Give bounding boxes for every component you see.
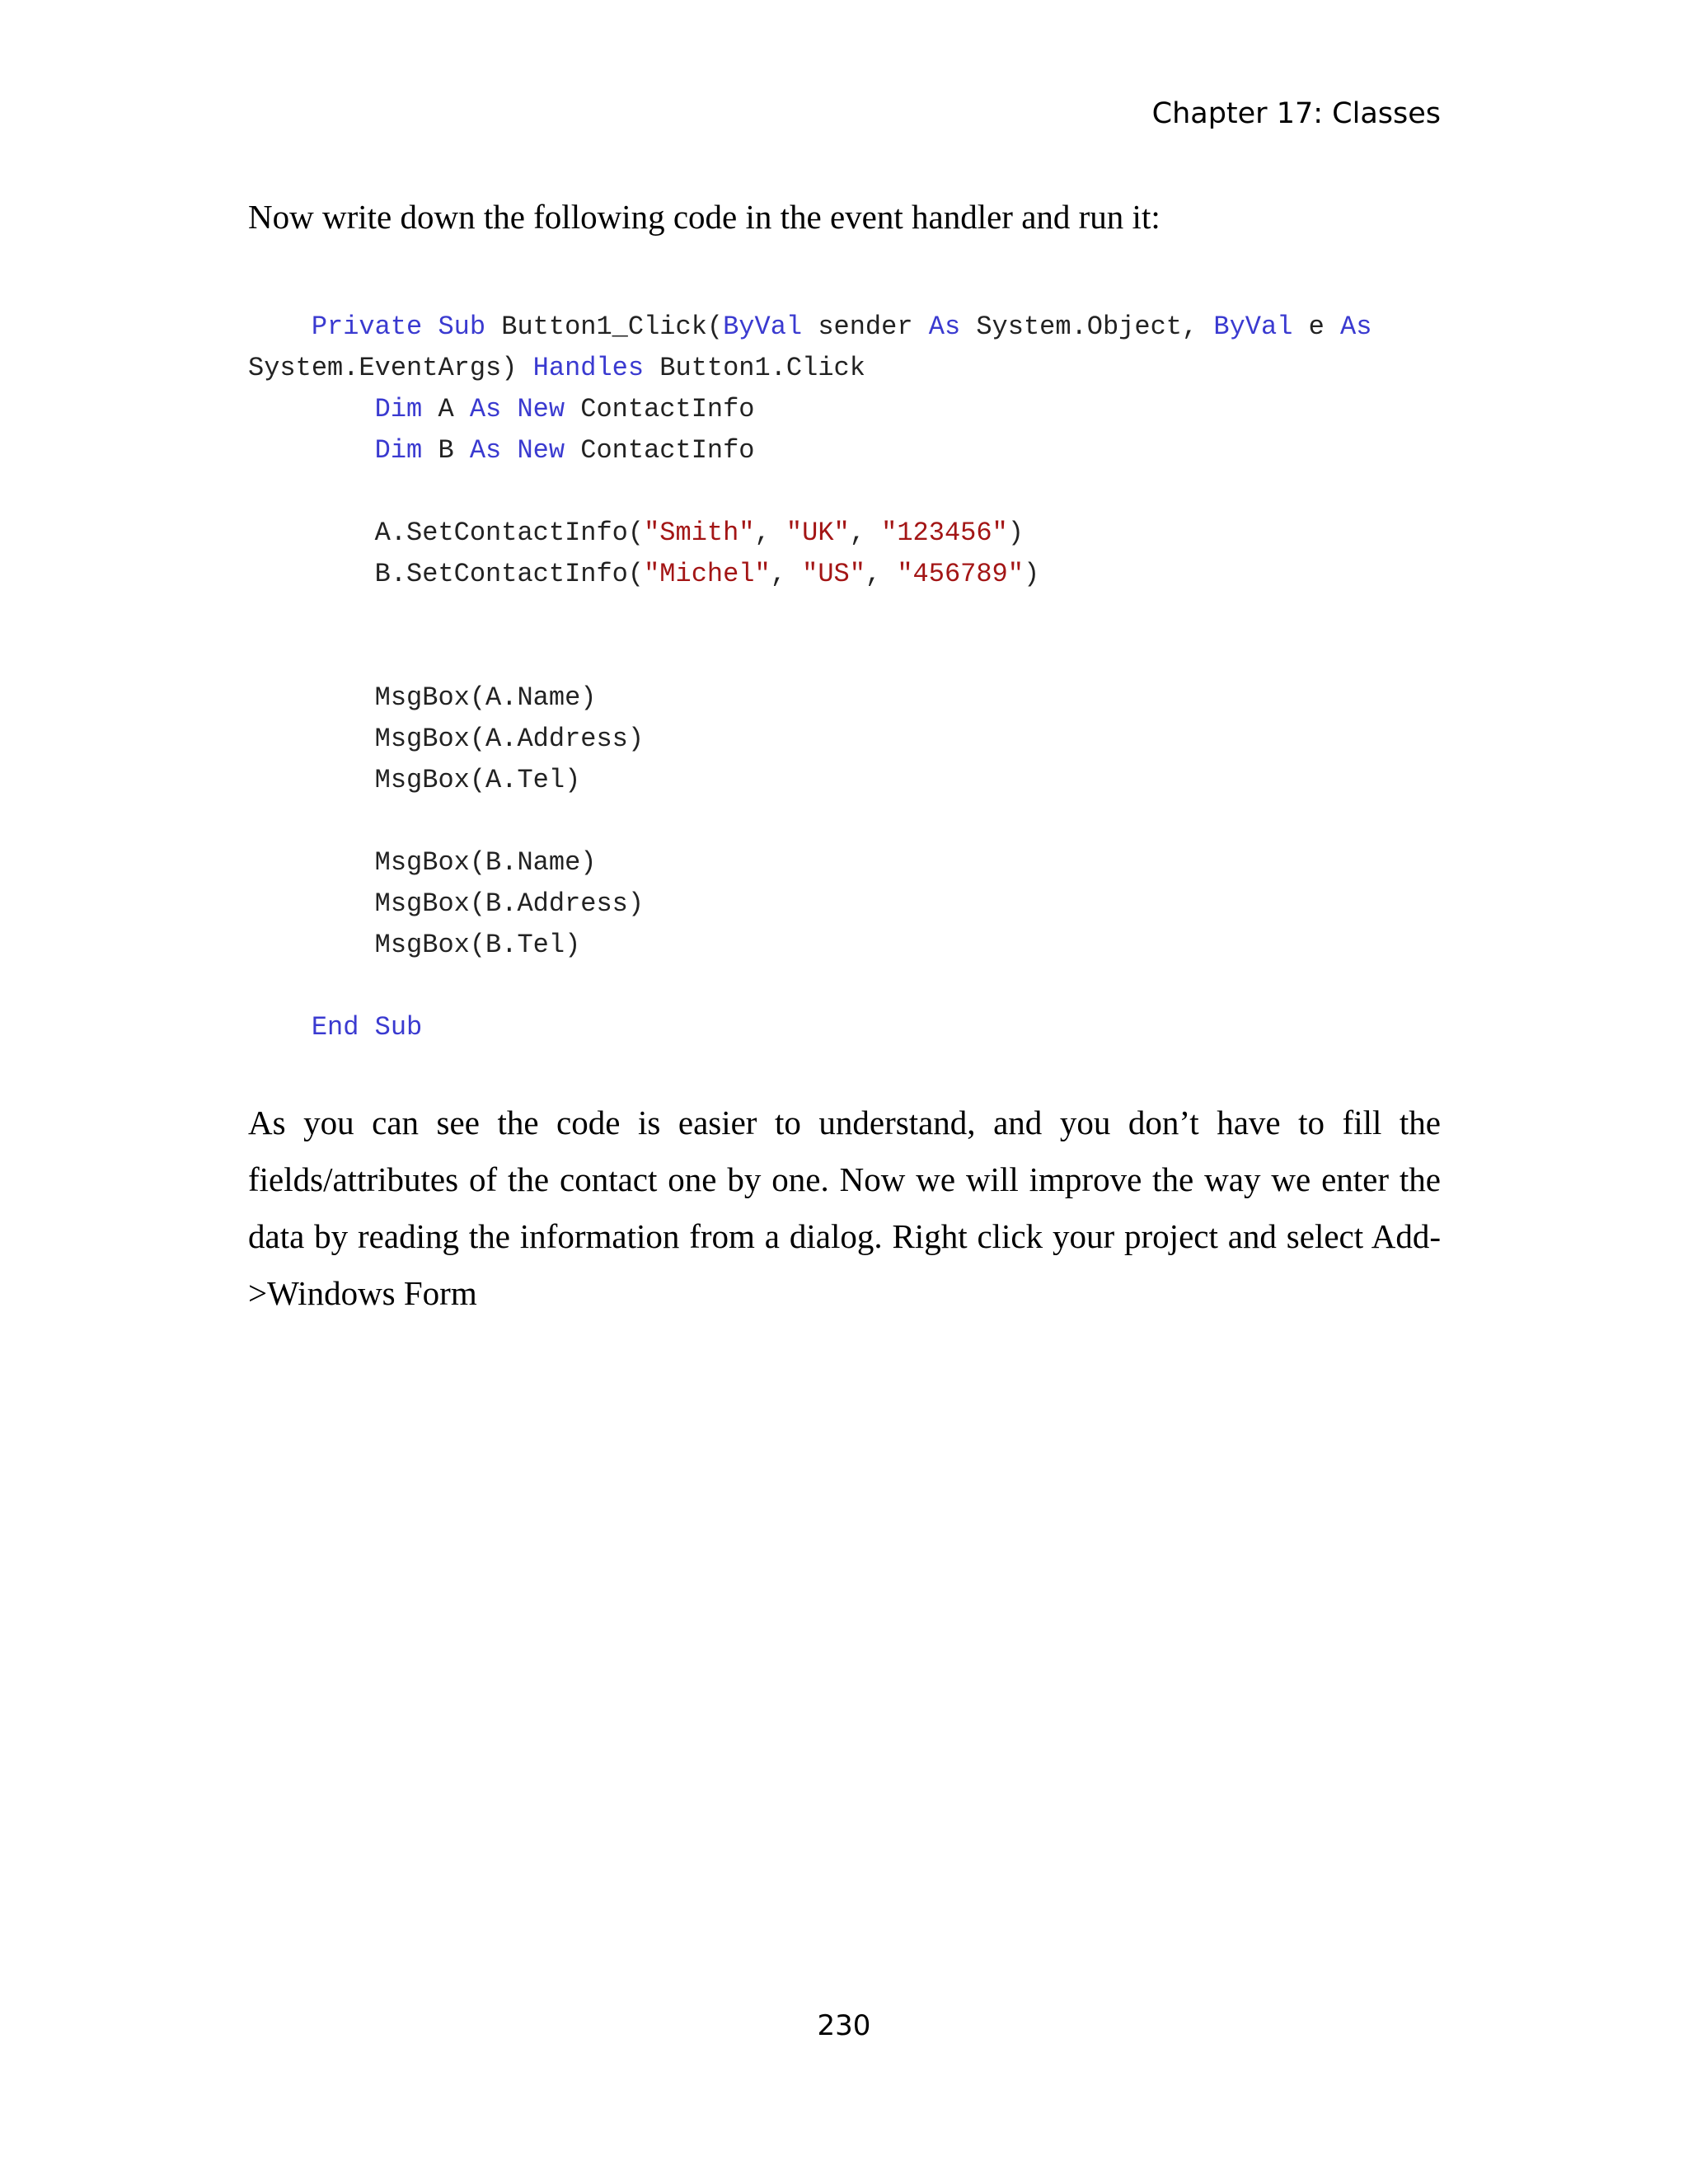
code-line-msgbox: MsgBox(B.Address) — [374, 888, 645, 919]
code-line-blank — [248, 471, 1441, 513]
body-paragraph: As you can see the code is easier to understand, and you don’t have to fill the fields/attributes of the contact one by one. Now we will improve the way we enter the data by reading the information from a dialog. Right click your project and select Add->Windows Form — [248, 1104, 1441, 1312]
code-line-msgbox: MsgBox(A.Tel) — [374, 765, 581, 795]
code-line-sub-signature: Private Sub Button1_Click(ByVal sender As System.Object, ByVal e As — [311, 312, 1372, 342]
code-line-msgbox: MsgBox(A.Name) — [374, 682, 597, 713]
code-line-blank — [248, 636, 1441, 677]
page-number: 230 — [817, 2009, 871, 2042]
code-line-msgbox: MsgBox(B.Name) — [374, 847, 597, 878]
intro-paragraph: Now write down the following code in the event handler and run it: — [248, 198, 1160, 236]
code-line-end-sub: End Sub — [311, 1012, 423, 1043]
code-line-dim-b: Dim B As New ContactInfo — [374, 435, 755, 466]
code-line-set-a: A.SetContactInfo("Smith", "UK", "123456") — [374, 518, 1024, 548]
code-line-handles: System.EventArgs) Handles Button1.Click — [248, 353, 865, 383]
code-line-blank — [248, 595, 1441, 636]
chapter-header: Chapter 17: Classes — [1151, 97, 1441, 130]
code-line-dim-a: Dim A As New ContactInfo — [374, 394, 755, 424]
code-line-msgbox: MsgBox(A.Address) — [374, 724, 645, 754]
code-line-msgbox: MsgBox(B.Tel) — [374, 930, 581, 960]
code-line-blank — [248, 801, 1441, 842]
code-line-blank — [248, 966, 1441, 1007]
code-line-set-b: B.SetContactInfo("Michel", "US", "456789") — [374, 559, 1040, 589]
code-block — [248, 307, 1441, 1048]
